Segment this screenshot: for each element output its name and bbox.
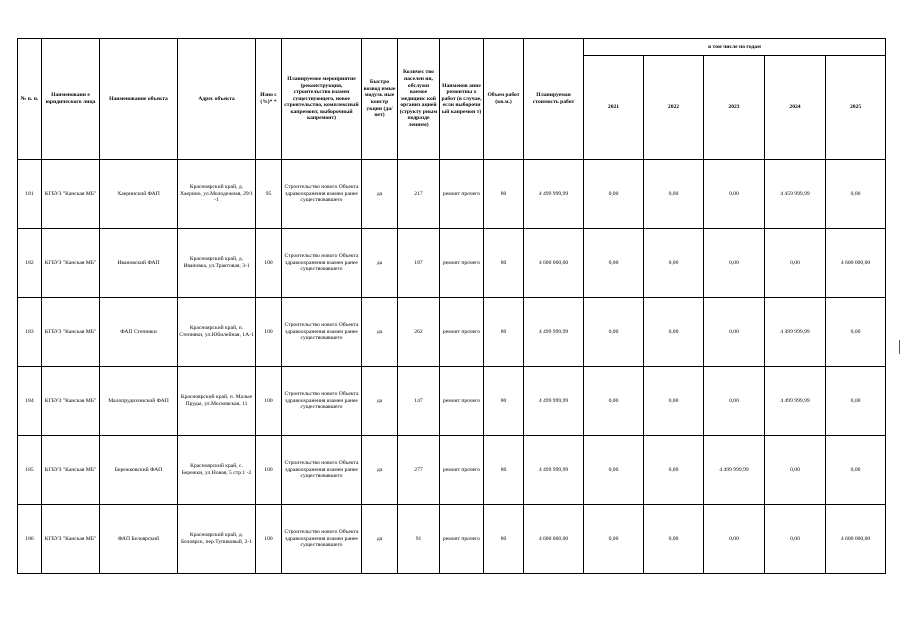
header-repair-name: Наименов ание ремонтны х работ (в случае, если выборочн ый капремон т) <box>440 39 484 160</box>
cell-y2022: 0,00 <box>644 367 704 436</box>
cell-y2021: 0,00 <box>584 229 644 298</box>
cell-volume: 80 <box>484 298 524 367</box>
edge-mark <box>899 340 900 354</box>
cell-population: 262 <box>398 298 440 367</box>
cell-volume: 80 <box>484 505 524 574</box>
cell-num: 185 <box>18 436 42 505</box>
cell-y2023: 0,00 <box>704 298 765 367</box>
cell-cost: 4 600 000,00 <box>524 505 584 574</box>
cell-num: 182 <box>18 229 42 298</box>
cell-population: 187 <box>398 229 440 298</box>
cell-legal: КГБУЗ "Канская МБ" <box>42 436 100 505</box>
cell-y2023: 0,00 <box>704 160 765 229</box>
cell-cost: 4 499 999,99 <box>524 367 584 436</box>
header-population: Количес тво населен ия, обслужи ваемое медицинс кой организ ацией (структу рным подразде лением) <box>398 39 440 160</box>
cell-address: Красноярский край, п. Степняки, ул.Юбилейная, 1А-1 <box>178 298 256 367</box>
cell-repair: ремонт прочего <box>440 505 484 574</box>
cell-object: Малопрудихинский ФАП <box>100 367 178 436</box>
cell-object: Бережковский ФАП <box>100 436 178 505</box>
cell-activity: Строительство нового Объекта здравоохранения взамен ранее существовавшего <box>282 436 362 505</box>
header-object-name: Наименование объекта <box>100 39 178 160</box>
table-body <box>18 160 886 574</box>
cell-population: 147 <box>398 367 440 436</box>
header-cost: Планируемая стоимость работ <box>524 39 584 160</box>
cell-legal: КГБУЗ "Канская МБ" <box>42 229 100 298</box>
cell-activity: Строительство нового Объекта здравоохранения взамен ранее существовавшего <box>282 505 362 574</box>
header-year-2024: 2024 <box>765 56 826 160</box>
cell-wear: 100 <box>256 436 282 505</box>
cell-object: ФАП Белоярский <box>100 505 178 574</box>
table-row <box>18 505 886 574</box>
cell-y2025: 0,00 <box>826 298 886 367</box>
cell-y2022: 0,00 <box>644 160 704 229</box>
cell-wear: 100 <box>256 505 282 574</box>
cell-address: Красноярский край, с. Бережки, ул.Новая, 5 стр.1 -2 <box>178 436 256 505</box>
cell-y2024: 0,00 <box>765 436 826 505</box>
cell-activity: Строительство нового Объекта здравоохранения взамен ранее существовавшего <box>282 229 362 298</box>
cell-y2023: 0,00 <box>704 367 765 436</box>
table-row <box>18 229 886 298</box>
cell-wear: 95 <box>256 160 282 229</box>
cell-cost: 4 600 000,00 <box>524 229 584 298</box>
cell-num: 184 <box>18 367 42 436</box>
cell-y2024: 4 499 999,99 <box>765 367 826 436</box>
cell-modular: да <box>362 436 398 505</box>
table-row <box>18 367 886 436</box>
cell-y2025: 0,00 <box>826 367 886 436</box>
cell-y2022: 0,00 <box>644 229 704 298</box>
cell-wear: 100 <box>256 229 282 298</box>
cell-repair: ремонт прочего <box>440 298 484 367</box>
cell-repair: ремонт прочего <box>440 367 484 436</box>
cell-y2022: 0,00 <box>644 505 704 574</box>
cell-repair: ремонт прочего <box>440 160 484 229</box>
cell-address: Красноярский край, д. Белоярск, пер.Тупиковый, 2-1 <box>178 505 256 574</box>
cell-address: Красноярский край, п. Малые Пруды, ул.Московская, 11 <box>178 367 256 436</box>
cell-volume: 80 <box>484 160 524 229</box>
cell-y2025: 0,00 <box>826 436 886 505</box>
cell-modular: да <box>362 367 398 436</box>
cell-legal: КГБУЗ "Канская МБ" <box>42 367 100 436</box>
cell-object: ФАП Степняки <box>100 298 178 367</box>
header-by-years: в том числе по годам <box>584 39 886 56</box>
header-year-2025: 2025 <box>826 56 886 160</box>
cell-y2023: 0,00 <box>704 505 765 574</box>
cell-address: Красноярский край, д. Ивановка, ул.Трактовая, 3-1 <box>178 229 256 298</box>
cell-population: 217 <box>398 160 440 229</box>
header-year-2021: 2021 <box>584 56 644 160</box>
header-modular: Быстро возвод имые модуль ные констр укции (да/нет) <box>362 39 398 160</box>
cell-wear: 100 <box>256 298 282 367</box>
cell-population: 91 <box>398 505 440 574</box>
cell-y2021: 0,00 <box>584 505 644 574</box>
cell-y2025: 4 600 000,00 <box>826 229 886 298</box>
cell-volume: 80 <box>484 436 524 505</box>
header-wear: Изно с (%)* * <box>256 39 282 160</box>
cell-cost: 4 499 999,99 <box>524 160 584 229</box>
cell-y2023: 4 499 999,99 <box>704 436 765 505</box>
cell-population: 277 <box>398 436 440 505</box>
cell-y2021: 0,00 <box>584 298 644 367</box>
cell-num: 181 <box>18 160 42 229</box>
header-volume: Объем работ (кв.м.) <box>484 39 524 160</box>
cell-y2021: 0,00 <box>584 367 644 436</box>
cell-repair: ремонт прочего <box>440 436 484 505</box>
cell-y2024: 4 459 999,99 <box>765 160 826 229</box>
table-row <box>18 298 886 367</box>
header-activity: Планируемое мероприятие (реконструкция, строительство взамен существующего, новое строительство, комплексный капремонт, выборочный капремонт) <box>282 39 362 160</box>
cell-legal: КГБУЗ "Канская МБ" <box>42 298 100 367</box>
cell-y2023: 0,00 <box>704 229 765 298</box>
works-table <box>17 38 886 574</box>
cell-modular: да <box>362 505 398 574</box>
cell-modular: да <box>362 298 398 367</box>
cell-y2025: 0,00 <box>826 160 886 229</box>
cell-object: Хаеринский ФАП <box>100 160 178 229</box>
cell-y2021: 0,00 <box>584 436 644 505</box>
cell-legal: КГБУЗ "Канская МБ" <box>42 505 100 574</box>
table-row <box>18 160 886 229</box>
cell-y2022: 0,00 <box>644 436 704 505</box>
cell-legal: КГБУЗ "Канская МБ" <box>42 160 100 229</box>
cell-wear: 100 <box>256 367 282 436</box>
cell-num: 186 <box>18 505 42 574</box>
cell-y2024: 4 499 999,99 <box>765 298 826 367</box>
cell-activity: Строительство нового Объекта здравоохранения взамен ранее существовавшего <box>282 298 362 367</box>
header-legal-name: Наименовани е юридического лица <box>42 39 100 160</box>
cell-modular: да <box>362 160 398 229</box>
cell-cost: 4 499 999,99 <box>524 436 584 505</box>
header-year-2022: 2022 <box>644 56 704 160</box>
cell-activity: Строительство нового Объекта здравоохранения взамен ранее существовавшего <box>282 160 362 229</box>
table-row <box>18 436 886 505</box>
cell-activity: Строительство нового Объекта здравоохранения взамен ранее существовавшего <box>282 367 362 436</box>
cell-num: 183 <box>18 298 42 367</box>
header-num: № п. п. <box>18 39 42 160</box>
cell-modular: да <box>362 229 398 298</box>
cell-y2025: 4 600 000,00 <box>826 505 886 574</box>
header-address: Адрес объекта <box>178 39 256 160</box>
cell-object: Ивановский ФАП <box>100 229 178 298</box>
cell-y2024: 0,00 <box>765 229 826 298</box>
cell-y2022: 0,00 <box>644 298 704 367</box>
cell-volume: 80 <box>484 367 524 436</box>
cell-cost: 4 499 999,99 <box>524 298 584 367</box>
cell-y2021: 0,00 <box>584 160 644 229</box>
cell-y2024: 0,00 <box>765 505 826 574</box>
cell-address: Красноярский край, д. Хаерино, ул.Молодежная, 29/1 -1 <box>178 160 256 229</box>
cell-volume: 80 <box>484 229 524 298</box>
cell-repair: ремонт прочего <box>440 229 484 298</box>
header-year-2023: 2023 <box>704 56 765 160</box>
